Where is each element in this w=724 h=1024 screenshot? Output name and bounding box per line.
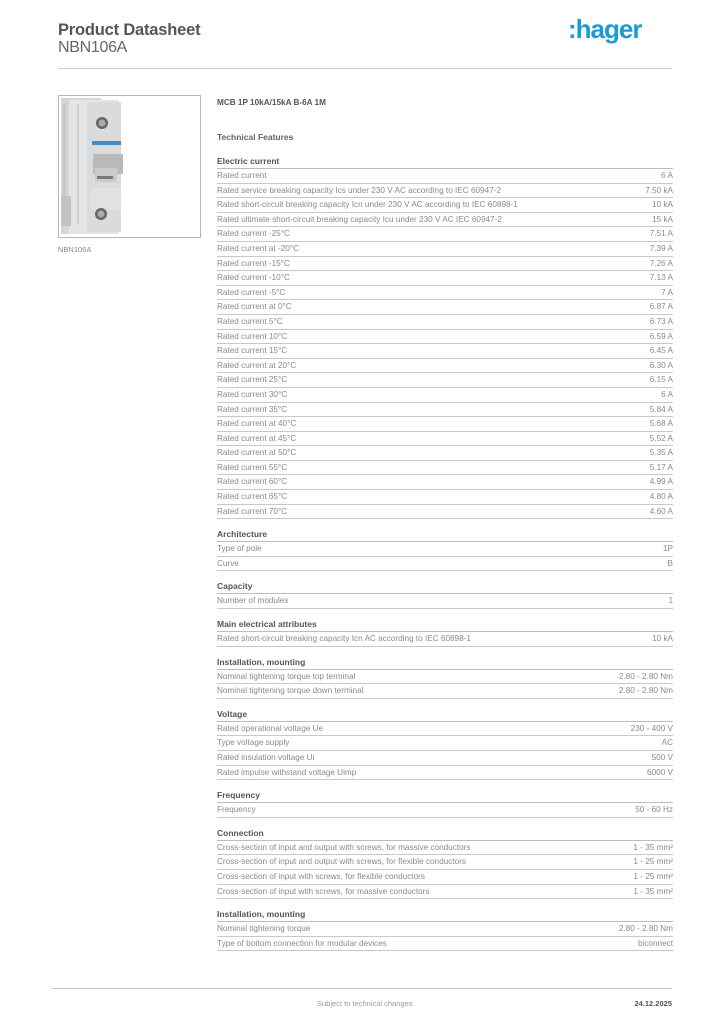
spec-value: 4.99 A bbox=[649, 477, 673, 487]
spec-value: 6.73 A bbox=[649, 316, 673, 326]
spec-label: Rated current -25°C bbox=[217, 229, 290, 239]
section-title: Capacity bbox=[217, 580, 673, 594]
spec-row bbox=[217, 594, 673, 609]
spec-row bbox=[217, 632, 673, 647]
spec-label: Type of pole bbox=[217, 544, 262, 554]
spec-value: 1 bbox=[668, 596, 673, 606]
spec-value: 6 A bbox=[661, 389, 673, 399]
spec-row bbox=[217, 922, 673, 937]
spec-row bbox=[217, 751, 673, 766]
spec-row bbox=[217, 557, 673, 572]
spec-label: Rated current -5°C bbox=[217, 287, 286, 297]
spec-label: Rated service breaking capacity Ics under 230 V AC according to IEC 60947-2 bbox=[217, 185, 501, 195]
spec-value: 6 A bbox=[661, 171, 673, 180]
spec-row bbox=[217, 373, 673, 388]
spec-value: 5.84 A bbox=[649, 404, 673, 414]
spec-value: 6.30 A bbox=[649, 360, 673, 370]
product-name: MCB 1P 10kA/15kA B-6A 1M bbox=[217, 98, 326, 107]
spec-value: 7 A bbox=[661, 287, 673, 297]
section-title: Installation, mounting bbox=[217, 656, 673, 670]
spec-value: 7.26 A bbox=[649, 258, 673, 268]
spec-row bbox=[217, 446, 673, 461]
spec-label: Cross-section of input with screws, for massive conductors bbox=[217, 886, 430, 896]
spec-label: Number of modules bbox=[217, 596, 289, 606]
hager-logo: :hager bbox=[568, 14, 642, 44]
spec-value: 50 - 60 Hz bbox=[635, 805, 673, 815]
spec-label: Rated current -10°C bbox=[217, 273, 290, 283]
spec-label: Rated current at 20°C bbox=[217, 360, 297, 370]
spec-label: Rated current at -20°C bbox=[217, 243, 300, 253]
circuit-breaker-icon bbox=[59, 96, 200, 237]
spec-value: 6000 V bbox=[647, 767, 673, 777]
spec-value: 1 - 35 mm² bbox=[633, 886, 673, 896]
spec-row bbox=[217, 286, 673, 301]
spec-row bbox=[217, 213, 673, 228]
spec-value: 6.15 A bbox=[649, 375, 673, 385]
spec-value: 6.59 A bbox=[649, 331, 673, 341]
spec-label: Cross-section of input and output with screws, for massive conductors bbox=[217, 842, 471, 852]
spec-row bbox=[217, 198, 673, 213]
section-title: Voltage bbox=[217, 708, 673, 722]
spec-value: B bbox=[667, 558, 673, 568]
spec-row bbox=[217, 855, 673, 870]
spec-value: 500 V bbox=[651, 753, 673, 762]
spec-value: 230 - 400 V bbox=[630, 723, 673, 733]
datasheet-content bbox=[217, 96, 673, 951]
spec-label: Rated current 35°C bbox=[217, 404, 288, 414]
spec-row bbox=[217, 505, 673, 520]
spec-section bbox=[217, 618, 673, 647]
spec-row bbox=[217, 870, 673, 885]
spec-value: 5.17 A bbox=[649, 462, 673, 472]
spec-value: 7.50 kA bbox=[645, 185, 673, 195]
spec-label: Rated current 25°C bbox=[217, 375, 288, 385]
spec-row bbox=[217, 184, 673, 199]
spec-row bbox=[217, 300, 673, 315]
spec-value: 2.80 - 2.80 Nm bbox=[618, 671, 673, 681]
spec-row bbox=[217, 461, 673, 476]
spec-label: Rated operational voltage Ue bbox=[217, 723, 324, 733]
section-title: Frequency bbox=[217, 789, 673, 803]
spec-row bbox=[217, 803, 673, 818]
spec-value: 2.80 - 2.80 Nm bbox=[618, 686, 673, 696]
spec-label: Rated current at 0°C bbox=[217, 302, 292, 312]
spec-section bbox=[217, 155, 673, 519]
spec-label: Rated impulse withstand voltage Uimp bbox=[217, 767, 357, 777]
section-title: Electric current bbox=[217, 155, 673, 169]
spec-label: Rated current 30°C bbox=[217, 389, 288, 399]
spec-value: 1P bbox=[662, 544, 673, 554]
spec-row bbox=[217, 388, 673, 403]
spec-label: Rated current at 50°C bbox=[217, 448, 297, 458]
header-divider bbox=[58, 68, 672, 69]
section-title: Connection bbox=[217, 827, 673, 841]
spec-label: Type voltage supply bbox=[217, 738, 290, 748]
spec-label: Nominal tightening torque top terminal bbox=[217, 671, 356, 681]
spec-row bbox=[217, 670, 673, 685]
spec-label: Rated current 15°C bbox=[217, 346, 288, 356]
spec-label: Cross-section of input with screws, for flexible conductors bbox=[217, 871, 425, 881]
footer-note: Subject to technical changes bbox=[317, 999, 413, 1008]
spec-label: Rated short-circuit breaking capacity Icn AC according to IEC 60898-1 bbox=[217, 634, 471, 644]
spec-value: 1 - 25 mm² bbox=[633, 857, 673, 867]
spec-row bbox=[217, 169, 673, 184]
footer-date: 24.12.2025 bbox=[634, 999, 672, 1008]
spec-row bbox=[217, 885, 673, 900]
spec-label: Type of bottom connection for modular devices bbox=[217, 938, 387, 948]
spec-section bbox=[217, 827, 673, 899]
spec-row bbox=[217, 736, 673, 751]
spec-label: Cross-section of input and output with screws, for flexible conductors bbox=[217, 857, 466, 867]
product-image bbox=[58, 95, 201, 238]
spec-row bbox=[217, 766, 673, 781]
spec-label: Rated current bbox=[217, 171, 267, 180]
spec-row bbox=[217, 344, 673, 359]
spec-row bbox=[217, 841, 673, 856]
spec-label: Nominal tightening torque bbox=[217, 924, 311, 934]
spec-value: 10 kA bbox=[652, 200, 673, 210]
spec-row bbox=[217, 271, 673, 286]
spec-row bbox=[217, 432, 673, 447]
spec-label: Rated current 10°C bbox=[217, 331, 288, 341]
spec-label: Rated current at 45°C bbox=[217, 433, 297, 443]
page-title: Product Datasheet bbox=[58, 21, 201, 39]
image-caption: NBN106A bbox=[58, 245, 92, 254]
spec-row bbox=[217, 490, 673, 505]
footer-divider bbox=[52, 988, 672, 989]
section-title: Main electrical attributes bbox=[217, 618, 673, 632]
product-code: NBN106A bbox=[58, 39, 128, 56]
spec-label: Rated current 65°C bbox=[217, 492, 288, 502]
spec-row bbox=[217, 257, 673, 272]
spec-label: Rated current -15°C bbox=[217, 258, 290, 268]
spec-row bbox=[217, 542, 673, 557]
spec-label: Rated current at 40°C bbox=[217, 419, 297, 429]
spec-value: 5.68 A bbox=[649, 419, 673, 429]
spec-row bbox=[217, 315, 673, 330]
spec-value: 7.13 A bbox=[649, 273, 673, 283]
section-title: Installation, mounting bbox=[217, 908, 673, 922]
spec-row bbox=[217, 684, 673, 699]
spec-value: 5.35 A bbox=[649, 448, 673, 458]
spec-row bbox=[217, 227, 673, 242]
spec-value: 1 - 25 mm² bbox=[633, 871, 673, 881]
spec-section bbox=[217, 789, 673, 818]
spec-value: 4.80 A bbox=[649, 492, 673, 502]
technical-features-title: Technical Features bbox=[217, 132, 294, 142]
spec-row bbox=[217, 475, 673, 490]
spec-row bbox=[217, 722, 673, 737]
spec-row bbox=[217, 937, 673, 952]
spec-label: Rated current 70°C bbox=[217, 506, 288, 516]
spec-value: 6.45 A bbox=[649, 346, 673, 356]
spec-value: 5.52 A bbox=[649, 433, 673, 443]
spec-label: Rated short-circuit breaking capacity Icn under 230 V AC according to IEC 60898-1 bbox=[217, 200, 518, 210]
spec-section bbox=[217, 908, 673, 951]
spec-value: 7.39 A bbox=[649, 243, 673, 253]
spec-section bbox=[217, 656, 673, 699]
spec-label: Rated current 55°C bbox=[217, 462, 288, 472]
spec-section bbox=[217, 708, 673, 780]
spec-section bbox=[217, 580, 673, 609]
spec-label: Rated current 60°C bbox=[217, 477, 288, 487]
spec-value: 6.87 A bbox=[649, 302, 673, 312]
spec-row bbox=[217, 330, 673, 345]
spec-row bbox=[217, 359, 673, 374]
spec-label: Rated insulation voltage Ui bbox=[217, 753, 315, 762]
spec-value: 10 kA bbox=[652, 634, 673, 644]
spec-section bbox=[217, 528, 673, 571]
section-title: Architecture bbox=[217, 528, 673, 542]
spec-value: 4.60 A bbox=[649, 506, 673, 516]
spec-value: 15 kA bbox=[652, 214, 673, 224]
spec-label: Curve bbox=[217, 558, 239, 568]
spec-value: biconnect bbox=[637, 938, 673, 948]
spec-label: Nominal tightening torque down terminal bbox=[217, 686, 364, 696]
spec-sections bbox=[217, 155, 673, 951]
spec-label: Rated ultimate short-circuit breaking capacity Icu under 230 V AC IEC 60947-2 bbox=[217, 214, 502, 224]
spec-label: Rated current 5°C bbox=[217, 316, 283, 326]
spec-row bbox=[217, 242, 673, 257]
spec-value: 7.51 A bbox=[649, 229, 673, 239]
spec-row bbox=[217, 417, 673, 432]
spec-label: Frequency bbox=[217, 805, 256, 815]
spec-value: 1 - 35 mm² bbox=[633, 842, 673, 852]
spec-value: 2.80 - 2.80 Nm bbox=[618, 924, 673, 934]
spec-value: AC bbox=[661, 738, 673, 748]
spec-row bbox=[217, 403, 673, 418]
